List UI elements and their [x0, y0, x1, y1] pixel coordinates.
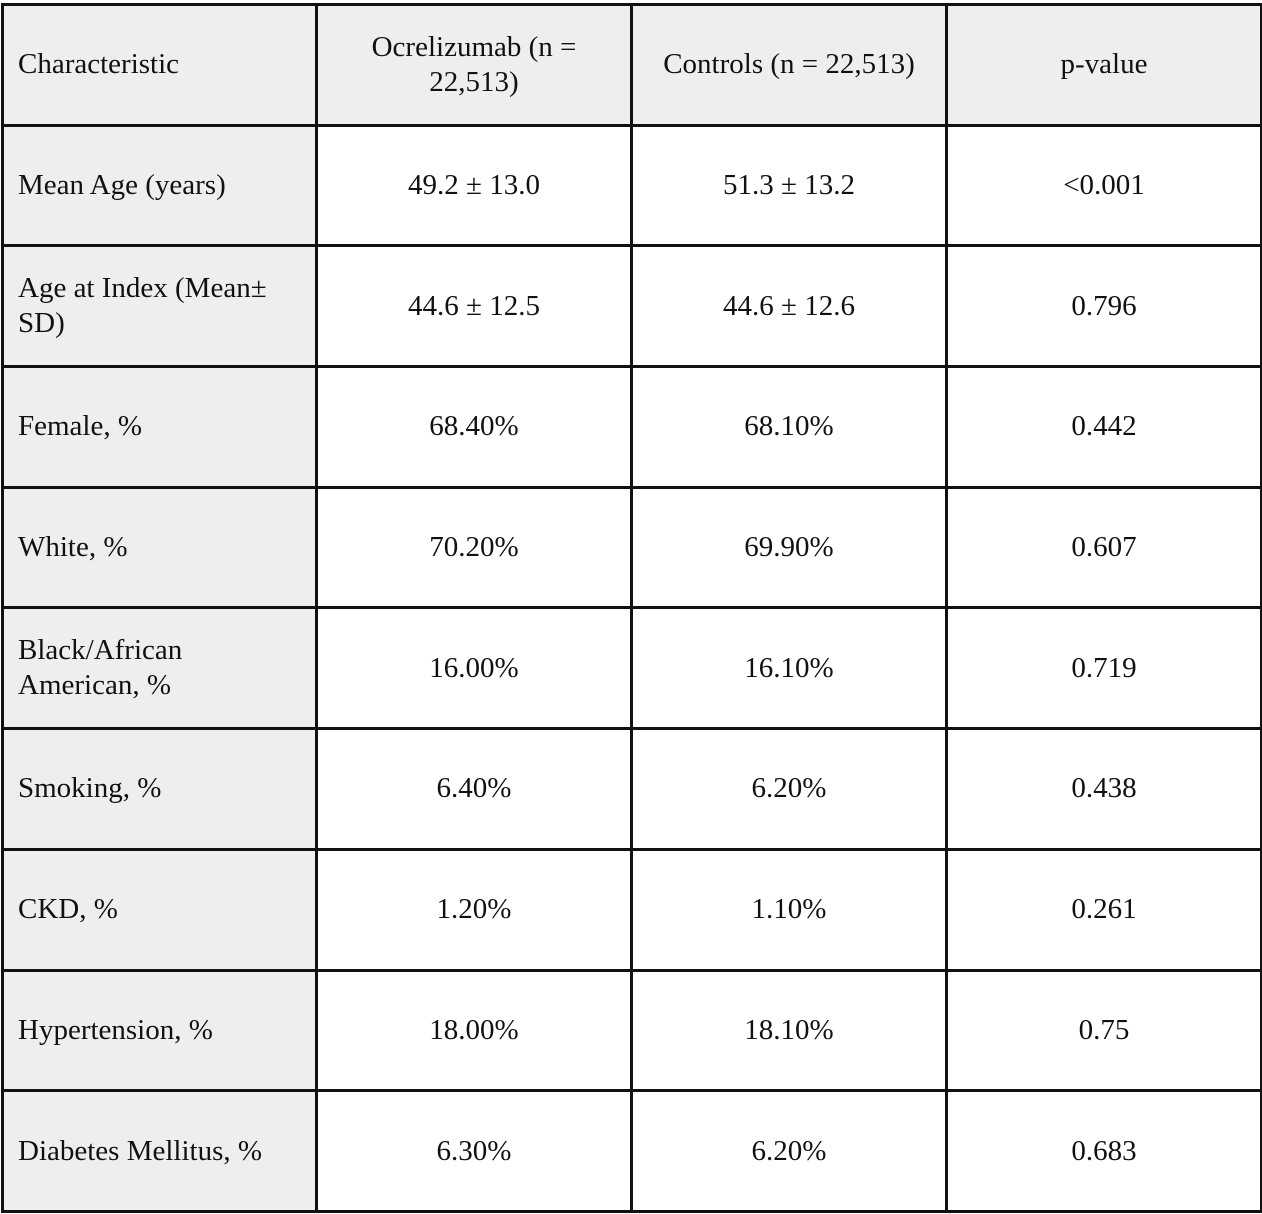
controls-value: 16.10% — [632, 608, 947, 729]
header-ocrelizumab: Ocrelizumab (n = 22,513) — [317, 5, 632, 126]
p-value: 0.261 — [947, 849, 1262, 970]
header-row — [3, 5, 1262, 126]
row-label: Smoking, % — [3, 729, 317, 850]
header-p-value: p-value — [947, 5, 1262, 126]
row-label-text: Age at Index (Mean± SD) — [18, 272, 267, 340]
p-value: 0.75 — [947, 970, 1262, 1091]
ocrelizumab-value: 49.2 ± 13.0 — [317, 125, 632, 246]
ocrelizumab-value: 1.20% — [317, 849, 632, 970]
row-label-text: Black/African American, % — [18, 634, 183, 702]
characteristics-table — [1, 3, 1262, 1213]
table-row — [3, 970, 1262, 1091]
controls-value: 51.3 ± 13.2 — [632, 125, 947, 246]
p-value: 0.438 — [947, 729, 1262, 850]
ocrelizumab-value: 68.40% — [317, 367, 632, 488]
row-label — [3, 246, 317, 367]
header-controls: Controls (n = 22,513) — [632, 5, 947, 126]
table-header — [3, 5, 1262, 126]
header-characteristic: Characteristic — [3, 5, 317, 126]
row-label: Hypertension, % — [3, 970, 317, 1091]
ocrelizumab-value: 6.40% — [317, 729, 632, 850]
p-value: 0.719 — [947, 608, 1262, 729]
table-row — [3, 1091, 1262, 1212]
controls-value: 1.10% — [632, 849, 947, 970]
p-value: <0.001 — [947, 125, 1262, 246]
table-row — [3, 849, 1262, 970]
ocrelizumab-value: 6.30% — [317, 1091, 632, 1212]
controls-value: 18.10% — [632, 970, 947, 1091]
controls-value: 6.20% — [632, 1091, 947, 1212]
table-row — [3, 729, 1262, 850]
controls-value: 69.90% — [632, 487, 947, 608]
controls-value: 6.20% — [632, 729, 947, 850]
p-value: 0.796 — [947, 246, 1262, 367]
ocrelizumab-value: 16.00% — [317, 608, 632, 729]
controls-value: 68.10% — [632, 367, 947, 488]
table-body — [3, 125, 1262, 1211]
table-row — [3, 246, 1262, 367]
p-value: 0.683 — [947, 1091, 1262, 1212]
p-value: 0.442 — [947, 367, 1262, 488]
ocrelizumab-value: 18.00% — [317, 970, 632, 1091]
ocrelizumab-value: 70.20% — [317, 487, 632, 608]
table-row — [3, 125, 1262, 246]
row-label: CKD, % — [3, 849, 317, 970]
row-label — [3, 608, 317, 729]
row-label: White, % — [3, 487, 317, 608]
row-label: Diabetes Mellitus, % — [3, 1091, 317, 1212]
row-label: Female, % — [3, 367, 317, 488]
row-label: Mean Age (years) — [3, 125, 317, 246]
table-row — [3, 367, 1262, 488]
ocrelizumab-value: 44.6 ± 12.5 — [317, 246, 632, 367]
p-value: 0.607 — [947, 487, 1262, 608]
table-row — [3, 487, 1262, 608]
table-row — [3, 608, 1262, 729]
controls-value: 44.6 ± 12.6 — [632, 246, 947, 367]
